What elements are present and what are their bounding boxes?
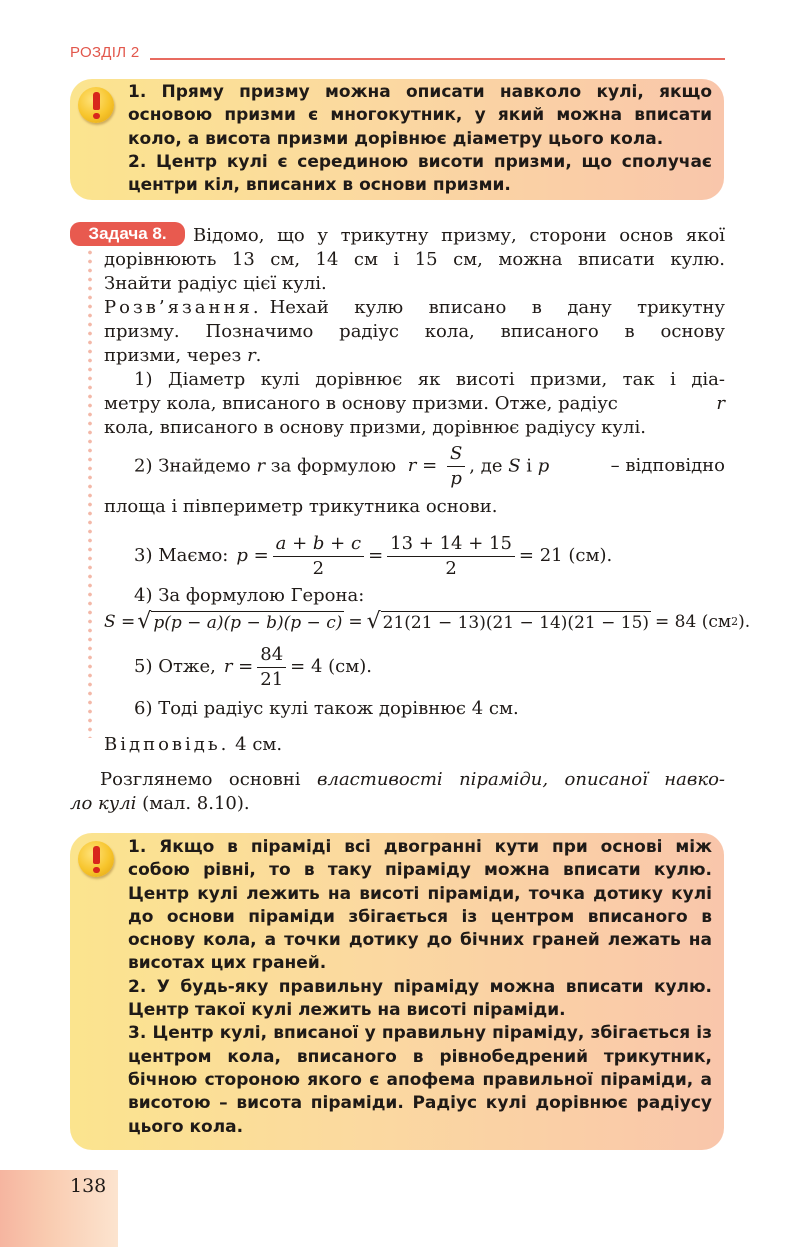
answer-line (104, 733, 282, 757)
step-6-line: 6) Тоді радіус кулі також дорівнює 4 см. (134, 698, 519, 719)
rule-item: 2. Центр кулі є серединою висоти призми, що сполучає центри кіл, вписаних в основи призми. (128, 151, 712, 196)
radical-symbolic: p(p − a)(p − b)(p − c) (153, 612, 343, 633)
step-3-formula: 3) Маємо: p = $\frac{a + b + c}{2}$ = $\frac{13 + 14 + 15}{2}$ = 21 (см). (134, 532, 613, 579)
rule-box-text (128, 81, 712, 197)
page-number: 138 (70, 1175, 107, 1197)
task-margin-dots (88, 248, 92, 738)
step-2-text: 2) Знайдемо r за формулою r = $\frac{S}{p}$ , де S і p (134, 442, 550, 489)
rule-box-pyramid (70, 833, 724, 1150)
rule-item: 2. У будь-яку правильну піраміду можна вписати кулю. Центр такої кулі лежить на висоті піраміди. (128, 976, 712, 1021)
fraction-sides-over-2: $\frac{13 + 14 + 15}{2}$ (387, 532, 515, 581)
solution-line: призми, через r. (104, 345, 262, 366)
step-1-line: метру кола, вписаного в основу призми. Отже, радіус r (104, 393, 725, 414)
step-4-label: 4) За формулою Герона: (134, 585, 365, 606)
task-statement-line: дорівнюють 13 см, 14 см і 15 см, можна вписати кулю. (104, 249, 725, 270)
solution-text: Нехай кулю вписано в дану трикутну (269, 297, 725, 318)
step-2-line: площа і півпериметр трикутника основи. (104, 496, 498, 517)
intro-line: Розглянемо основні властивості піраміди, описаної навко- (100, 769, 725, 790)
header-divider (150, 58, 725, 60)
exclamation-icon (78, 841, 114, 877)
task-badge: Задача 8. (70, 222, 185, 246)
intro-line: ло кулі (мал. 8.10). (70, 793, 250, 814)
rule-item: 3. Центр кулі, вписаної у правильну піраміду, збігається із центром кола, вписаного в рівнобедрений трикутник, бічною стороною якого є апофема правильної піраміди, а висотою – висота піраміди. Радіус кулі дорівнює радіусу цього кола. (128, 1023, 712, 1137)
solution-label: Розв’язання. (104, 297, 262, 318)
task-statement-line: Знайти радіус цієї кулі. (104, 273, 327, 294)
fraction-S-over-p: $\frac{S}{p}$ (447, 442, 465, 491)
rule-item: 1. Пряму призму можна описати навколо кулі, якщо основою призми є многокутник, у який можна вписати коло, а висота призми дорівнює діаметру цього кола. (128, 82, 712, 149)
rule-box-prism (70, 79, 724, 200)
section-header (70, 44, 725, 64)
step-5-formula: 5) Отже, r = $\frac{84}{21}$ = 4 (см). (134, 643, 372, 690)
rule-box-text (128, 836, 712, 1139)
answer-value: 4 см. (235, 734, 283, 755)
solution-line: призму. Позначимо радіус кола, вписаного в основу (104, 321, 725, 342)
exclamation-icon (78, 87, 114, 123)
fraction-abc-over-2: $\frac{a + b + c}{2}$ (273, 532, 364, 581)
step-2-line: 2) Знайдемо r за формулою r = $\frac{S}{p}$ , де S і p – відповідно (134, 442, 725, 489)
task-statement-line: Відомо, що у трикутну призму, сторони основ якої (193, 225, 725, 246)
rule-item: 1. Якщо в піраміді всі двогранні кути при основі між собою рівні, то в таку піраміду можна вписати кулю. Центр кулі лежить на висоті піраміди, точка дотику кулі до основи піраміди збігається із центром вписаного в основу кола, а точки дотику до бічних граней лежать на висотах цих граней. (128, 837, 712, 974)
step-1-line: кола, вписаного в основу призми, дорівнює радіусу кулі. (104, 417, 646, 438)
section-label: РОЗДІЛ 2 (70, 44, 140, 61)
radical-numeric: 21(21 − 13)(21 − 14)(21 − 15) (382, 612, 650, 633)
heron-formula: S = √ p(p − a)(p − b)(p − c) = √ 21(21 − 13)(21 − 14)(21 − 15) = 84 (см 2 ). (104, 609, 751, 634)
step-1-line: 1) Діаметр кулі дорівнює як висоті призми, так і діа- (134, 369, 725, 390)
fraction-84-over-21: $\frac{84}{21}$ (257, 643, 286, 692)
answer-label: Відповідь. (104, 734, 230, 755)
solution-line (104, 296, 725, 320)
